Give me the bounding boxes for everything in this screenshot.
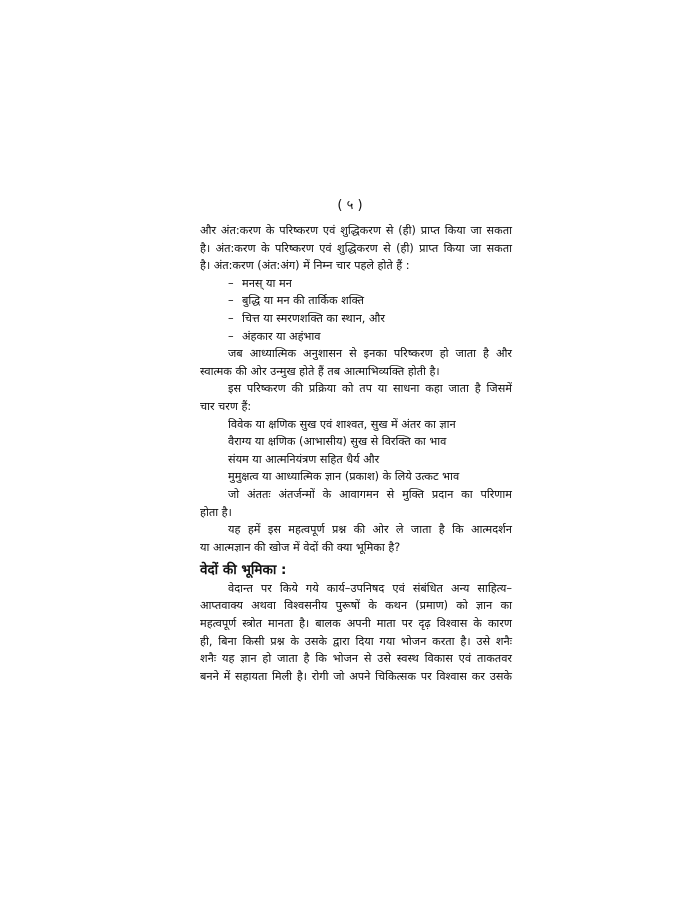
para5-line6: बनने में सहायता मिली है। रोगी जो अपने चिकित्सक पर विश्वास कर उसके [200, 669, 512, 683]
list-item [200, 310, 512, 328]
list-dash: – [228, 311, 234, 325]
para2-line1: जब आध्यात्मिक अनुशासन से इनका परिष्करण हो जाता है और [228, 347, 512, 361]
list-item-text: अंहकार या अहंभाव [242, 329, 321, 343]
list-item-text: चित्त या स्मरणशक्ति का स्थान, और [242, 311, 385, 325]
para5-line2: आप्तवाक्य अथवा विश्वसनीय पुरूषों के कथन (प्रमाण) को ज्ञान का [200, 599, 512, 613]
step-4: मुमुक्षत्व या आध्यात्मिक ज्ञान (प्रकाश) के लिये उत्कट भाव [228, 470, 460, 484]
list-item-text: बुद्धि या मन की तार्किक शक्ति [242, 294, 365, 308]
list-item [200, 328, 512, 346]
list-dash: – [228, 294, 234, 308]
para1-line2: है। अंत:करण के परिष्करण एवं शुद्धिकरण से (ही) प्राप्त किया जा सकता [200, 241, 512, 255]
step-3: संयम या आत्मनियंत्रण सहित धैर्य और [228, 452, 380, 466]
para5-line3: महत्वपूर्ण स्त्रोत मानता है। बालक अपनी माता पर दृढ़ विश्वास के कारण [200, 617, 512, 631]
page-number: ( ५ ) [337, 198, 363, 213]
para1-line3: है। अंत:करण (अंत:अंग) में निम्न चार पहले होते हैं : [200, 259, 410, 273]
step-1: विवेक या क्षणिक सुख एवं शाश्वत, सुख में अंतर का ज्ञान [228, 417, 456, 431]
page-body [200, 222, 512, 685]
para3-line1: इस परिष्करण की प्रक्रिया को तप या साधना कहा जाता है जिसमें [228, 382, 512, 396]
list-dash: – [228, 329, 234, 343]
list-item [200, 292, 512, 310]
list-item [200, 275, 512, 293]
para4-line1: यह हमें इस महत्वपूर्ण प्रश्न की ओर ले जाता है कि आत्मदर्शन [228, 523, 512, 537]
step-5-line2: होता है। [200, 505, 232, 519]
para5-line4: ही, बिना किसी प्रश्न के उसके द्वारा दिया गया भोजन करता है। उसे शनैः [200, 634, 512, 648]
para5-line5: शनैः यह ज्ञान हो जाता है कि भोजन से उसे स्वस्थ विकास एवं ताकतवर [200, 652, 512, 666]
para5-line1: वेदान्त पर किये गये कार्य–उपनिषद एवं संबंधित अन्य साहित्य– [228, 581, 512, 595]
list-dash: – [228, 276, 234, 290]
list-item-text: मनस् या मन [242, 276, 292, 290]
para4-line2: या आत्मज्ञान की खोज में वेदों की क्या भूमिका है? [200, 540, 401, 554]
step-2: वैराग्य या क्षणिक (आभासीय) सुख से विरक्ति का भाव [228, 435, 447, 449]
section-heading: वेदों की भूमिका : [200, 562, 287, 579]
para2-line2: स्वात्मक की ओर उन्मुख होते हैं तब आत्माभिव्यक्ति होती है। [200, 364, 440, 378]
para1-line1: और अंत:करण के परिष्करण एवं शुद्धिकरण से (ही) प्राप्त किया जा सकता [200, 224, 512, 237]
para3-line2: चार चरण हैं: [200, 399, 252, 413]
step-5-line1: जो अंततः अंतर्जन्मों के आवागमन से मुक्ति प्रदान का परिणाम [228, 487, 512, 501]
